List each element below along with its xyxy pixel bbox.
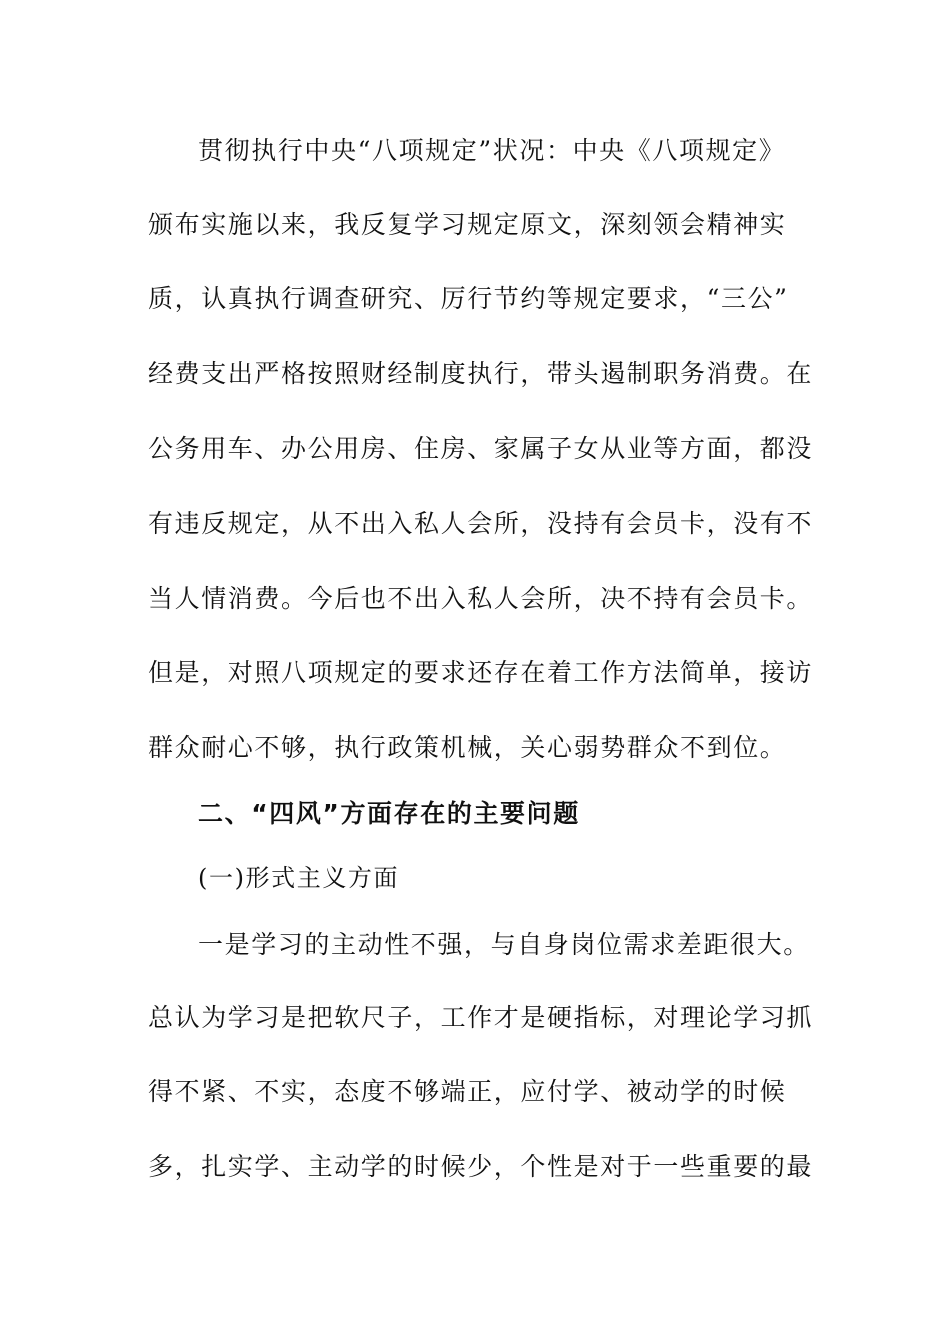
subsection-heading: (一)形式主义方面 [198,864,400,892]
paragraph-line: 当人情消费。今后也不出入私人会所，决不持有会员卡。 [148,584,814,613]
paragraph-line: 总认为学习是把软尺子，工作才是硬指标，对理论学习抓 [148,1003,814,1032]
paragraph-line: 一是学习的主动性不强，与自身岗位需求差距很大。 [198,930,810,959]
paragraph-line: 群众耐心不够，执行政策机械，关心弱势群众不到位。 [148,733,787,762]
paragraph-line: 多，扎实学、主动学的时候少，个性是对于一些重要的最 [148,1152,814,1181]
paragraph-line: 但是，对照八项规定的要求还存在着工作方法简单，接访 [148,658,814,687]
paragraph-line: 公务用车、办公用房、住房、家属子女从业等方面，都没 [148,434,814,463]
paragraph-line: 有违反规定，从不出入私人会所，没持有会员卡，没有不 [148,509,814,538]
paragraph-line: 贯彻执行中央“八项规定”状况：中央《八项规定》 [198,136,786,165]
paragraph-line: 颁布实施以来，我反复学习规定原文，深刻领会精神实 [148,210,787,239]
paragraph-line: 得不紧、不实，态度不够端正，应付学、被动学的时候 [148,1077,787,1106]
paragraph-line: 经费支出严格按照财经制度执行，带头遏制职务消费。在 [148,359,814,388]
paragraph-line: 质，认真执行调查研究、厉行节约等规定要求，“三公” [148,284,789,313]
section-heading: 二、“四风”方面存在的主要问题 [198,799,580,828]
